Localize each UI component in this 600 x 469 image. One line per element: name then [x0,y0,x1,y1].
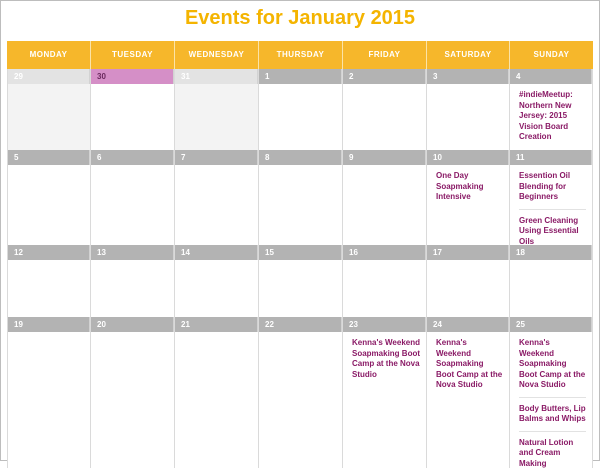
day-number: 29 [8,69,90,84]
day-number: 1 [259,69,342,84]
day-number: 24 [427,317,509,332]
event-link[interactable]: Kenna's Weekend Soapmaking Boot Camp at the Nova Studio [519,338,586,391]
day-cell [91,150,175,245]
week-row [7,69,593,150]
day-cell [427,245,510,317]
day-cell [343,245,427,317]
weeks-container [7,69,593,468]
event-link[interactable]: Body Butters, Lip Balms and Whips [519,397,586,425]
weekday-monday: MONDAY [7,41,91,69]
week-row [7,245,593,317]
day-number: 22 [259,317,342,332]
day-number: 17 [427,245,509,260]
day-number: 12 [8,245,90,260]
day-cell [175,317,259,468]
weekday-friday: FRIDAY [343,41,427,69]
day-number: 16 [343,245,426,260]
day-cell [510,317,593,468]
day-number: 25 [510,317,592,332]
day-number: 6 [91,150,174,165]
day-number: 8 [259,150,342,165]
event-link[interactable]: Essention Oil Blending for Beginners [519,171,586,203]
day-cell [175,245,259,317]
day-cell [343,317,427,468]
day-cell [7,317,91,468]
day-cell [510,150,593,245]
day-number: 3 [427,69,509,84]
day-cell [7,150,91,245]
day-number: 20 [91,317,174,332]
day-cell [91,317,175,468]
day-number: 15 [259,245,342,260]
day-number: 11 [510,150,592,165]
event-link[interactable]: Kenna's Weekend Soapmaking Boot Camp at the Nova Studio [352,338,420,380]
day-number: 19 [8,317,90,332]
day-number: 10 [427,150,509,165]
event-link[interactable]: Natural Lotion and Cream Making [519,431,586,469]
day-cell [7,245,91,317]
day-cell [91,69,175,150]
day-cell [427,150,510,245]
day-number: 9 [343,150,426,165]
day-cell [510,245,593,317]
weekday-wednesday: WEDNESDAY [175,41,259,69]
day-cell [343,150,427,245]
day-cell [259,150,343,245]
day-number: 30 [91,69,174,84]
weekday-sunday: SUNDAY [510,41,593,69]
page-title: Events for January 2015 [1,1,599,39]
day-number: 4 [510,69,592,84]
weekday-thursday: THURSDAY [259,41,343,69]
day-cell [7,69,91,150]
day-number: 5 [8,150,90,165]
day-number: 31 [175,69,258,84]
day-number: 14 [175,245,258,260]
day-cell [427,317,510,468]
day-cell [343,69,427,150]
day-cell [259,69,343,150]
day-cell [259,317,343,468]
month-grid [7,41,593,468]
weekday-saturday: SATURDAY [427,41,510,69]
day-cell [91,245,175,317]
day-cell [175,150,259,245]
day-cell [427,69,510,150]
event-link[interactable]: Kenna's Weekend Soapmaking Boot Camp at the Nova Studio [436,338,503,391]
day-number: 23 [343,317,426,332]
weekday-header [7,41,593,69]
day-cell [259,245,343,317]
weekday-tuesday: TUESDAY [91,41,175,69]
week-row [7,317,593,468]
event-link[interactable]: Green Cleaning Using Essential Oils [519,209,586,248]
day-number: 2 [343,69,426,84]
day-cell [510,69,593,150]
day-cell [175,69,259,150]
day-number: 21 [175,317,258,332]
week-row [7,150,593,245]
day-number: 7 [175,150,258,165]
day-number: 13 [91,245,174,260]
event-link[interactable]: #indieMeetup: Northern New Jersey: 2015 Vision Board Creation [519,90,586,143]
day-number: 18 [510,245,592,260]
event-link[interactable]: One Day Soapmaking Intensive [436,171,503,203]
